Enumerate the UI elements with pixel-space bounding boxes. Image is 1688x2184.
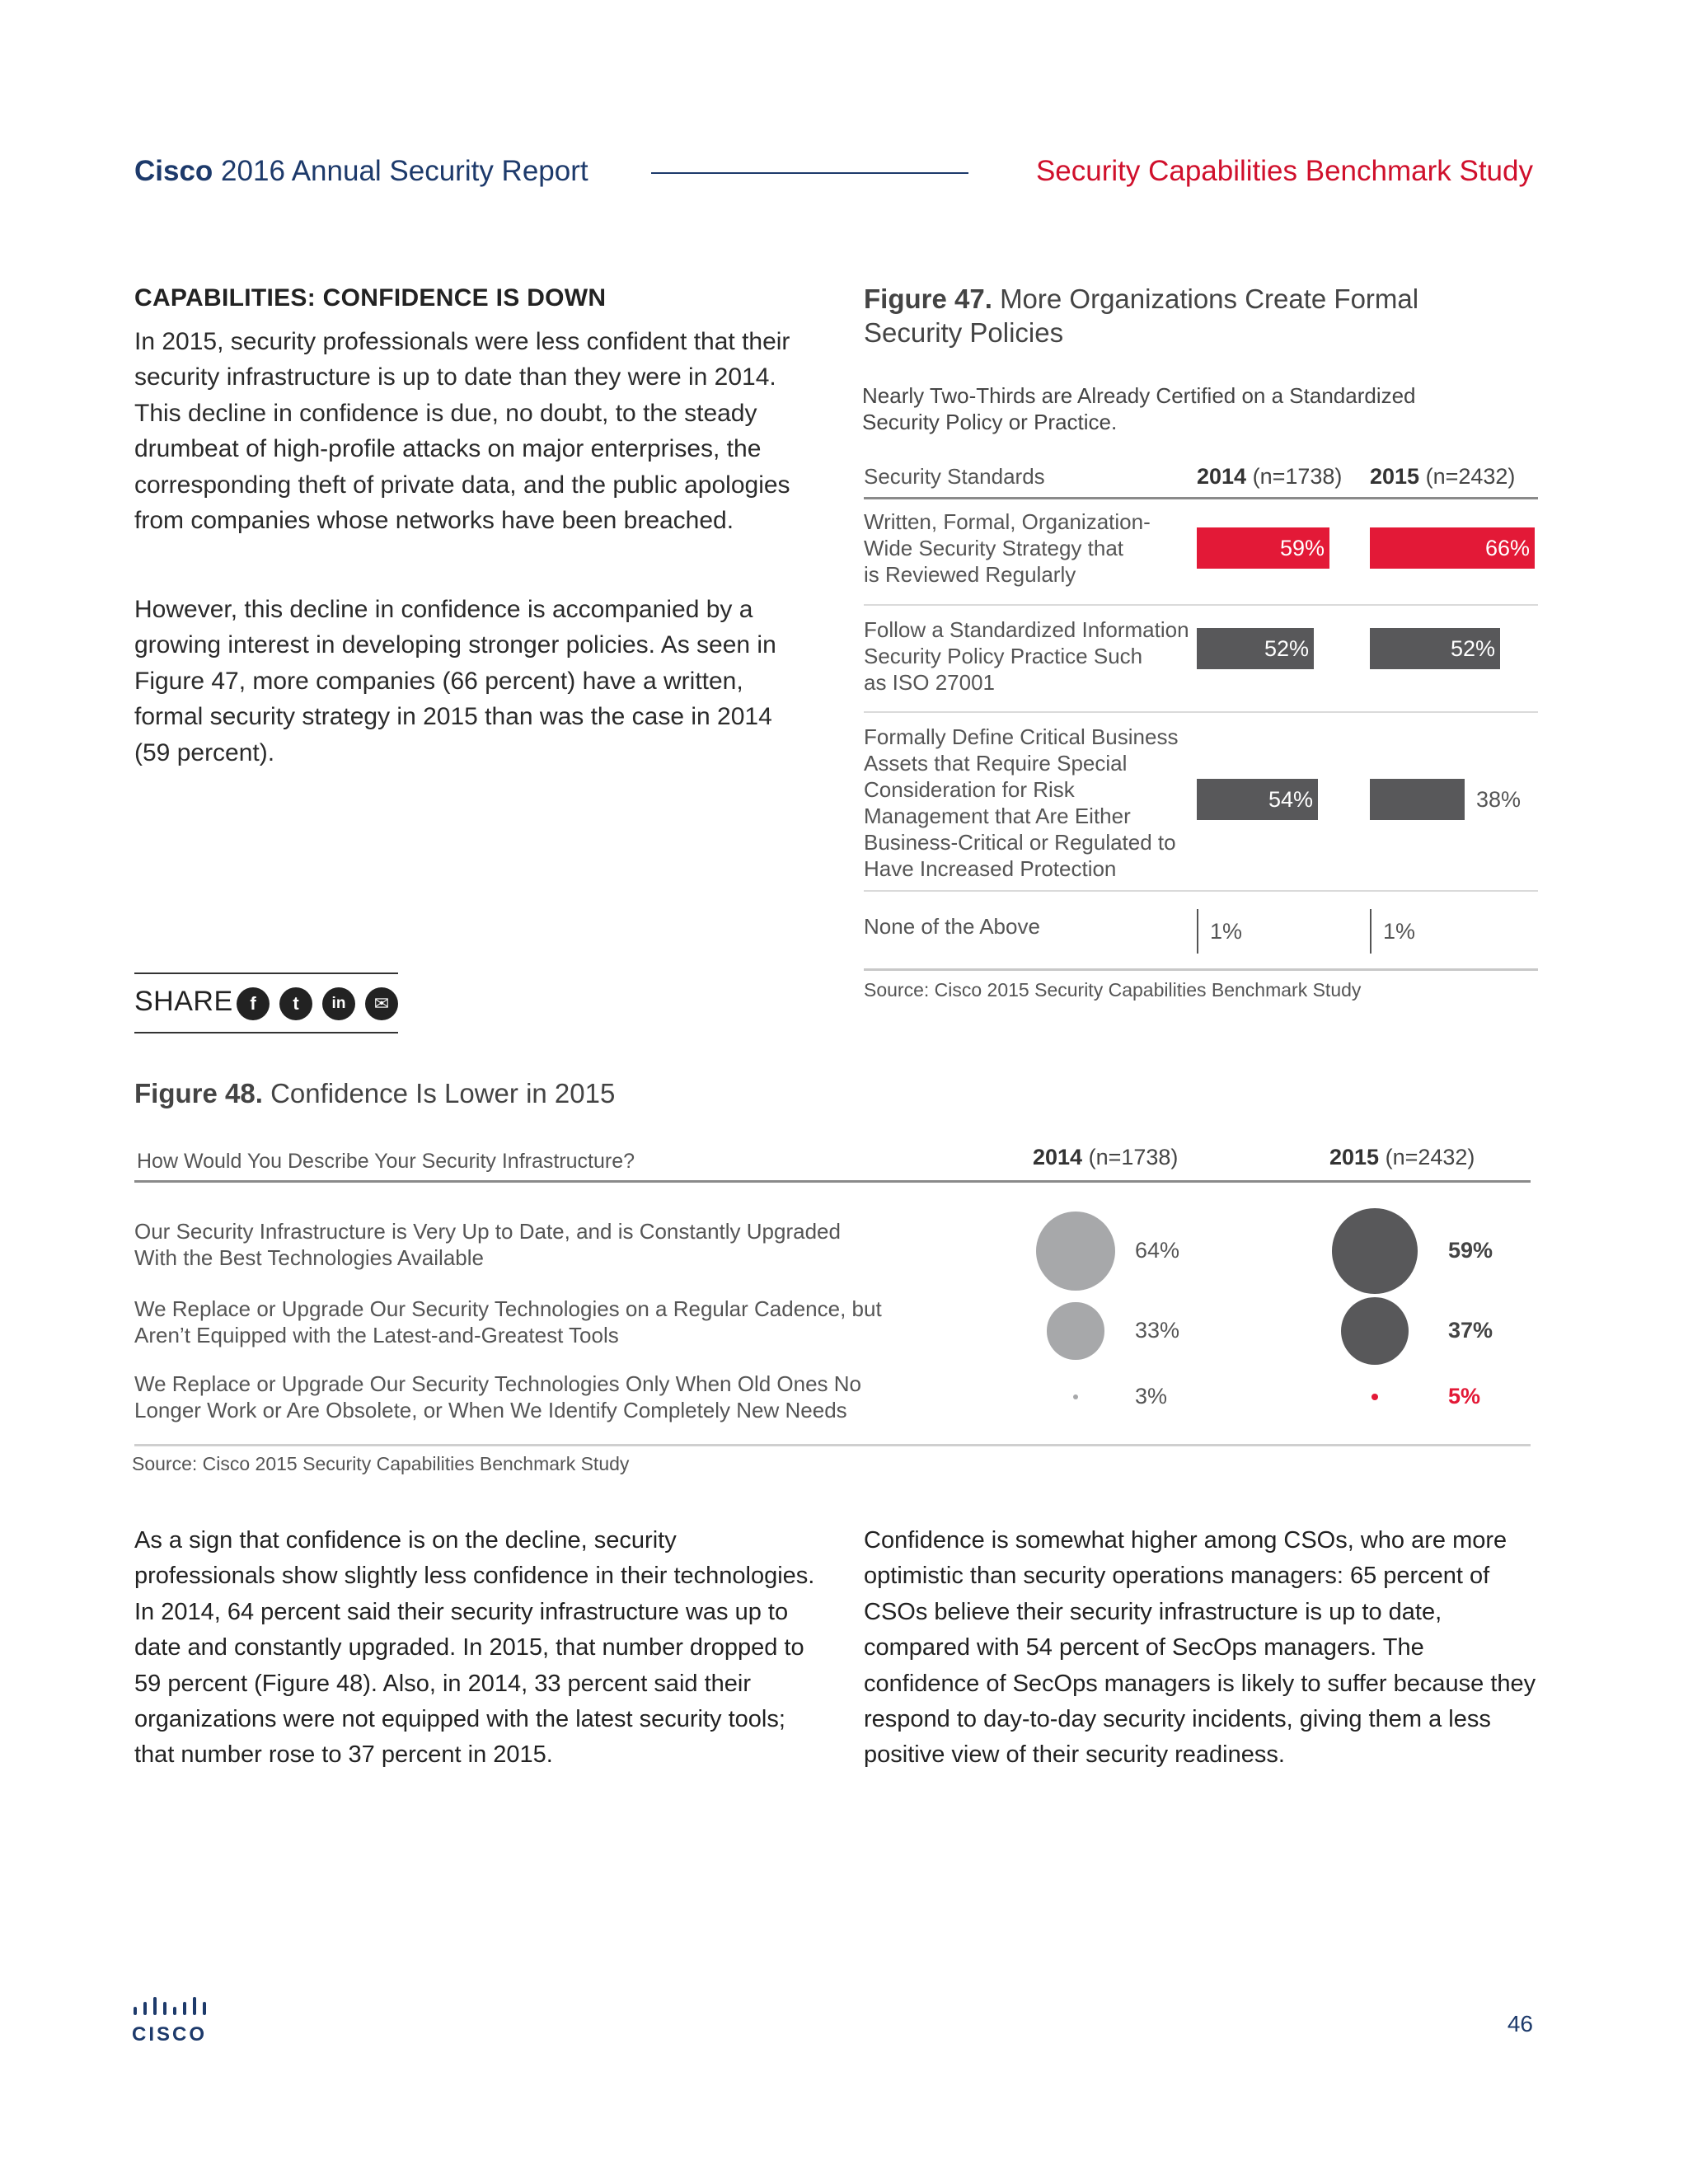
figure-47-category-label-line: Assets that Require Special (864, 751, 1128, 776)
figure-47-category-label-line: Wide Security Strategy that (864, 536, 1124, 560)
figure-47-category-label-line: as ISO 27001 (864, 670, 995, 695)
figure-48-category-label-line: Aren’t Equipped with the Latest-and-Greatest Tools (134, 1323, 619, 1347)
logo-bar (183, 2002, 186, 2015)
figure-47-bottom-rule (864, 968, 1538, 971)
figure-47-header-rule (864, 497, 1538, 499)
figure-48-category-label-line: Longer Work or Are Obsolete, or When We Identify Completely New Needs (134, 1398, 847, 1422)
figure-48-category-label-line: We Replace or Upgrade Our Security Technologies on a Regular Cadence, but (134, 1296, 882, 1321)
figure-47-number: Figure 47. (864, 284, 992, 314)
figure-48-number: Figure 48. (134, 1078, 263, 1108)
figure-47-value-label: 1% (1210, 919, 1243, 944)
figure-47-value-label: 1% (1383, 919, 1416, 944)
section-title: Security Capabilities Benchmark Study (1035, 155, 1533, 187)
figure-48-bubble (1073, 1394, 1078, 1399)
figure-48-bottom-rule (134, 1444, 1531, 1446)
header-divider (651, 172, 968, 174)
figure-47-category-label-line: None of the Above (864, 914, 1040, 939)
figure-48-value-label: 59% (1448, 1238, 1493, 1263)
report-header-title (134, 155, 588, 188)
figure-47-category-label-line: Formally Define Critical Business (864, 724, 1179, 749)
figure-48-bubble (1047, 1302, 1104, 1359)
figure-48-value-label: 3% (1135, 1384, 1168, 1408)
figure-47-row-divider (864, 604, 1538, 606)
figure-47-category-label-line: Have Increased Protection (864, 856, 1117, 881)
figure-47-value-label: 54% (1268, 787, 1314, 812)
body-paragraph-left: As a sign that confidence is on the decline, security professionals show slightly less confidence in their technologies. In 2014, 64 percent said their security infrastructure was up to date and constantly upgraded. In 2015, that number dropped to 59 percent (Figure 48). Also, in 2014, 33 percent said their organizations were not equipped with the latest security tools; that number rose to 37 percent in 2015. (134, 1527, 815, 1769)
figure-47-category-label-line: Consideration for Risk (864, 777, 1075, 802)
figure-47-bar (1197, 909, 1198, 954)
figure-47-value-label: 38% (1476, 787, 1522, 812)
figure-47-bar (1370, 779, 1465, 820)
figure-48-category-label-line: With the Best Technologies Available (134, 1245, 484, 1270)
figure-48-bubble (1332, 1208, 1418, 1294)
figure-48-year-2015: 2015 (1329, 1145, 1380, 1169)
figure-47-bar (1370, 909, 1372, 954)
figure-47-subtitle: Nearly Two-Thirds are Already Certified on a Standardized Security Policy or Practice. (862, 383, 1416, 434)
figure-47-title (864, 282, 1490, 349)
section-heading: CAPABILITIES: CONFIDENCE IS DOWN (134, 284, 607, 312)
figure-47-row-divider (864, 890, 1538, 892)
figure-47-category-label-line: Security Policy Practice Such (864, 644, 1143, 668)
figure-48-question: How Would You Describe Your Security Infrastructure? (137, 1150, 635, 1173)
figure-48-year-2014: 2014 (1033, 1145, 1083, 1169)
article-paragraph-1: In 2015, security professionals were less confident that their security infrastructure is up to date than they were in 2014. This decline in confidence is due, no doubt, to the steady drumbeat of high-profile attacks on major enterprises, the corresponding theft of private data, and the public apologies from companies whose networks have been breached. (134, 328, 790, 535)
figure-48-value-label: 37% (1448, 1318, 1493, 1343)
figure-47-category-label-line: Business-Critical or Regulated to (864, 830, 1176, 855)
facebook-icon[interactable]: f (237, 987, 270, 1020)
logo-bar (134, 2007, 137, 2015)
figure-47-category-label (864, 616, 1193, 696)
page-number: 46 (1507, 2011, 1533, 2036)
cisco-logo (132, 1997, 214, 2046)
figure-48-source: Source: Cisco 2015 Security Capabilities Benchmark Study (132, 1453, 630, 1474)
logo-bar (143, 2002, 147, 2015)
figure-48-bubble (1036, 1212, 1115, 1291)
figure-48-value-label: 33% (1135, 1318, 1180, 1343)
figure-47-n-2014: (n=1738) (1252, 464, 1343, 489)
figure-48-category-label (134, 1218, 942, 1271)
figure-48-category-label (134, 1371, 942, 1423)
figure-47-category-label-line: Management that Are Either (864, 804, 1131, 828)
figure-47-value-label: 66% (1485, 536, 1531, 560)
logo-bar (203, 2002, 206, 2015)
figure-48-category-label-line: We Replace or Upgrade Our Security Technologies Only When Old Ones No (134, 1371, 862, 1396)
figure-47-value-label: 52% (1264, 636, 1310, 661)
body-paragraph-right: Confidence is somewhat higher among CSOs, who are more optimistic than security operations managers: 65 percent of CSOs believe their security infrastructure is up to date, compared with 54 percent of SecOps managers. The confidence of SecOps managers is likely to suffer because they respond to day-to-day security incidents, giving them a less positive view of their security readiness. (864, 1527, 1536, 1769)
figure-47-year-2014: 2014 (1197, 464, 1247, 489)
figure-47-category-label (864, 913, 1193, 940)
email-icon[interactable]: ✉ (365, 987, 398, 1020)
figure-47-value-label: 59% (1280, 536, 1325, 560)
figure-47-column-label: Security Standards (864, 464, 1045, 489)
figure-48-caption: Confidence Is Lower in 2015 (270, 1078, 616, 1108)
figure-47-category-label-line: Written, Formal, Organization- (864, 509, 1151, 534)
figure-48-n-2014: (n=1738) (1088, 1145, 1179, 1169)
share-bar (134, 972, 398, 1033)
logo-bar (193, 1997, 196, 2015)
figure-48-col-2015 (1329, 1145, 1475, 1170)
figure-48-value-label: 5% (1448, 1384, 1481, 1408)
figure-47-category-label-line: is Reviewed Regularly (864, 562, 1076, 587)
figure-47-category-label (864, 724, 1193, 882)
figure-47-year-2015: 2015 (1370, 464, 1420, 489)
figure-47-caption: More Organizations Create Formal Security Policies (864, 284, 1419, 348)
figure-48-value-label: 64% (1135, 1238, 1180, 1263)
figure-48-category-label-line: Our Security Infrastructure is Very Up to Date, and is Constantly Upgraded (134, 1219, 841, 1244)
figure-48-title (134, 1078, 615, 1109)
figure-48-category-label (134, 1296, 942, 1348)
figure-47-category-label-line: Follow a Standardized Information (864, 617, 1189, 642)
figure-47-col-2014 (1197, 464, 1342, 490)
figure-47-source: Source: Cisco 2015 Security Capabilities Benchmark Study (864, 979, 1362, 1001)
logo-bar (173, 2007, 176, 2015)
logo-bar (163, 2002, 166, 2015)
article-paragraph-2: However, this decline in confidence is accompanied by a growing interest in developing stronger policies. As seen in Figure 47, more companies (66 percent) have a written, formal security strategy in 2015 than was the case in 2014 (59 percent). (134, 596, 776, 766)
brand-name: Cisco (134, 155, 213, 187)
report-title: 2016 Annual Security Report (221, 155, 588, 187)
figure-48-bubble (1372, 1394, 1378, 1400)
logo-bar (153, 1997, 157, 2015)
cisco-logo-text: CISCO (132, 2023, 208, 2046)
figure-47-value-label: 52% (1451, 636, 1496, 661)
figure-48-header-rule (134, 1180, 1531, 1183)
figure-48-col-2014 (1033, 1145, 1178, 1170)
figure-48-n-2015: (n=2432) (1385, 1145, 1475, 1169)
figure-47-col-2015 (1370, 464, 1515, 490)
share-label: SHARE (134, 986, 233, 1017)
figure-48-bubble (1341, 1297, 1409, 1365)
linkedin-icon[interactable]: in (322, 987, 355, 1020)
figure-47-category-label (864, 509, 1193, 588)
figure-47-n-2015: (n=2432) (1425, 464, 1516, 489)
twitter-icon[interactable]: t (279, 987, 312, 1020)
figure-47-row-divider (864, 711, 1538, 713)
